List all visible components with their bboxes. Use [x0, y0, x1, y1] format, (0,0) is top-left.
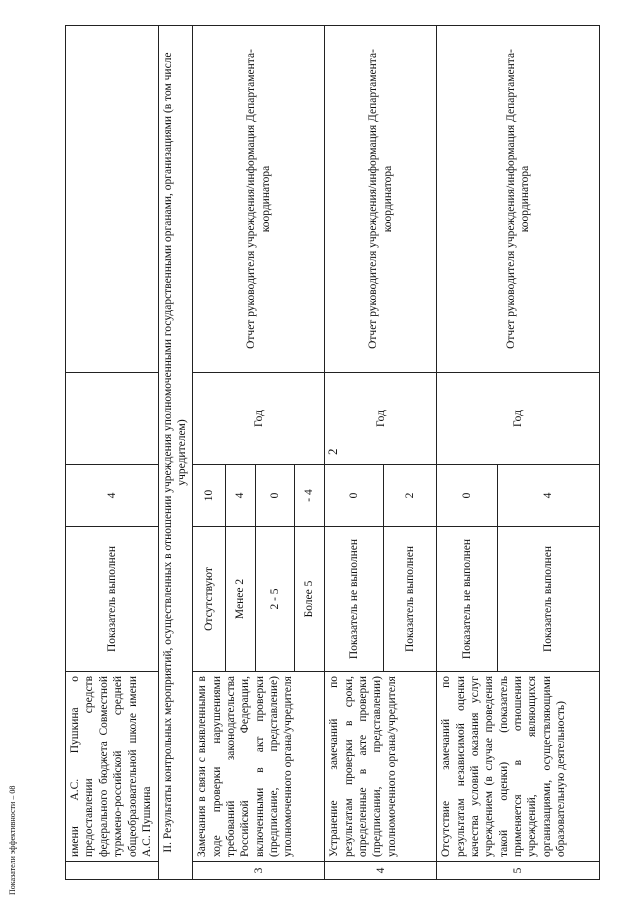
source-cell: Отчет руководителя учреждения/информация Департамента-координатора [325, 26, 437, 373]
indicator-name: имени А.С. Пушкина о предоставлении средств федерального бюджета Совместной туркмено-российской средней общеобразовательной школе имени А.С. Пушкина [66, 672, 159, 862]
condition-cell: 2 - 5 [256, 527, 295, 672]
row-number-cell [66, 862, 159, 880]
page-number: 2 [325, 448, 340, 455]
row-number: 3 [193, 862, 325, 880]
score-cell: - 4 [294, 465, 325, 527]
footer-note: Показатели эффективности – 08 [8, 785, 17, 895]
condition-cell: Показатель выполнен [498, 527, 600, 672]
table-row-continued [66, 26, 159, 880]
row-number: 4 [325, 862, 437, 880]
condition-cell: Показатель выполнен [384, 527, 437, 672]
source-cell: Отчет руководителя учреждения/информация Департамента-координатора [437, 26, 600, 373]
condition-cell: Показатель выполнен [66, 527, 159, 672]
indicators-table [65, 25, 600, 880]
section-heading-row [158, 26, 192, 880]
table-row [193, 26, 226, 880]
score-cell: 0 [325, 465, 384, 527]
condition-cell: Отсутствуют [193, 527, 226, 672]
score-cell: 4 [225, 465, 256, 527]
table-row [325, 26, 384, 880]
period-cell: Год [193, 373, 325, 465]
indicator-name: Устранение замечаний по результатам проверки в сроки, определенные в акте проверки (предписании, представлении) уполномоченного органа/учредителя [325, 672, 437, 862]
section-heading: II. Результаты контрольных мероприятий, осуществленных в отношении учреждения уполномоченными государственными органами, организациями (в том числе учредителем) [158, 26, 192, 880]
period-cell: Год [325, 373, 437, 465]
source-cell [66, 26, 159, 373]
indicator-name: Замечания в связи с выявленными в ходе проверки нарушениями требований законодательства Российской Федерации, включенными в акт проверки (предписание, представление) уполномоченного органа/учредителя [193, 672, 325, 862]
period-cell [66, 373, 159, 465]
table-row [437, 26, 498, 880]
source-cell: Отчет руководителя учреждения/информация Департамента-координатора [193, 26, 325, 373]
score-cell: 4 [498, 465, 600, 527]
condition-cell: Более 5 [294, 527, 325, 672]
row-number: 5 [437, 862, 600, 880]
condition-cell: Показатель не выполнен [437, 527, 498, 672]
condition-cell: Менее 2 [225, 527, 256, 672]
score-cell: 0 [437, 465, 498, 527]
score-cell: 2 [384, 465, 437, 527]
score-cell: 4 [66, 465, 159, 527]
indicator-name: Отсутствие замечаний по результатам независимой оценки качества условий оказания услуг учреждением (в случае проведения такой оценки) (показатель применяется в отношении учреждений, являющихся организациями, осуществляющими образовательную деятельность) [437, 672, 600, 862]
period-cell: Год [437, 373, 600, 465]
score-cell: 0 [256, 465, 295, 527]
score-cell: 10 [193, 465, 226, 527]
condition-cell: Показатель не выполнен [325, 527, 384, 672]
indicators-table-wrapper [65, 25, 600, 880]
